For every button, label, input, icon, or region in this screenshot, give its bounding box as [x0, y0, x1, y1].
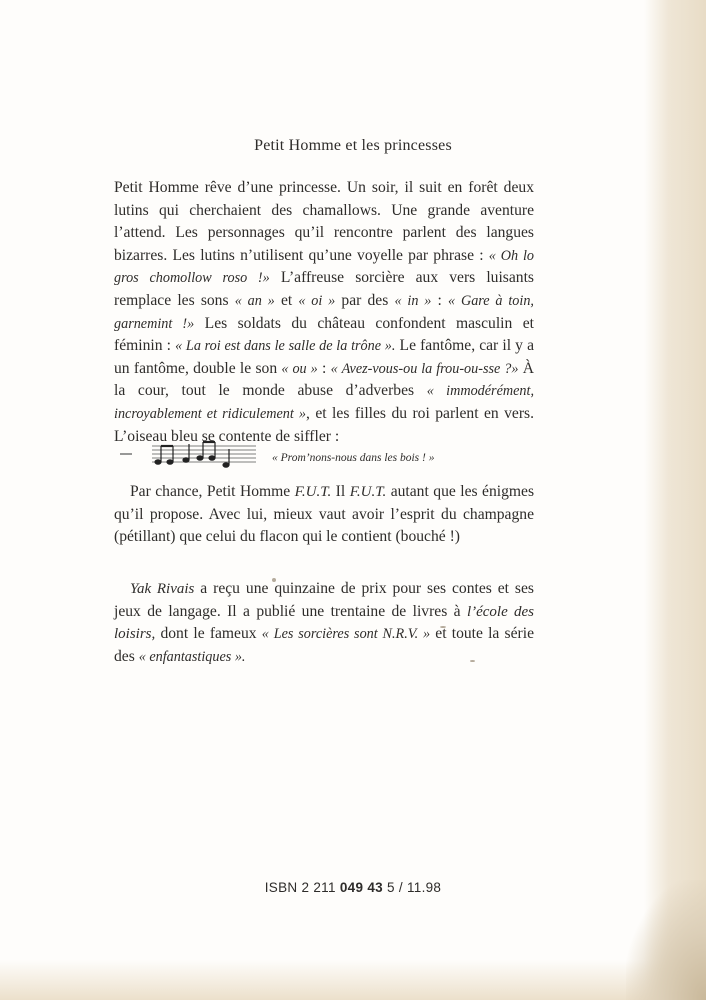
isbn-bold: 049 43 [339, 880, 383, 895]
text: L’affreuse sorcière aux vers luisants remplace les sons [114, 269, 534, 309]
quote: « Avez-vous-ou la frou-ou-sse ?» [330, 360, 519, 377]
page-bottom-shadow [0, 960, 706, 1000]
author-name: Yak Rivais [130, 581, 195, 597]
series-title: « enfantastiques ». [138, 648, 246, 665]
author-bio [114, 578, 534, 668]
corner-stain [626, 880, 706, 1000]
text: dont le fameux [155, 625, 262, 643]
text: À la cour, tout le monde abuse d’adverbes [114, 359, 534, 400]
publisher-name: l’école des loisirs, [114, 603, 534, 643]
text: : [431, 291, 449, 309]
text: par des [335, 291, 395, 309]
isbn-line [0, 880, 706, 895]
text: Petit Homme rêve d’une princesse. Un soir, il suit en forêt deux lutins qui cherchaient des chamallows. Une grande aventure l’attend. Les personnages qu’il rencontre parlent des langues bizarres. Les lutins n’utilisent qu’une voyelle par phrase : [114, 179, 534, 264]
quote: « Oh lo gros chomollow roso !» [114, 247, 535, 287]
music-caption: « Prom’nons-nous dans les bois ! » [272, 452, 435, 464]
quote: « in » [394, 292, 432, 309]
page-title: Petit Homme et les princesses [254, 137, 452, 154]
quote: « an » [234, 292, 275, 309]
text: Les soldats du château confondent masculin et féminin : [114, 314, 534, 355]
text: et [274, 291, 299, 309]
text: : [317, 359, 331, 377]
isbn-prefix: ISBN 2 211 [264, 880, 340, 895]
isbn-suffix: 5 / 11.98 [382, 880, 442, 895]
acronym: F.U.T. [349, 484, 387, 500]
summary-paragraph [114, 177, 534, 448]
text: Il [331, 483, 350, 500]
text: autant que les énigmes qu’il propose. Avec lui, mieux vaut avoir l’esprit du champagne (pétillant) que celui du flacon qui le contient (bouché !) [114, 483, 535, 546]
text: et toute la série des [114, 625, 534, 665]
book-title: « Les sorcières sont N.R.V. » [261, 626, 431, 643]
quote: « oi » [298, 292, 336, 309]
music-staff-icon [114, 440, 274, 468]
text: , et les filles du roi parlent en vers. L’oiseau bleu se contente de siffler : [114, 404, 534, 445]
quote: « ou » [281, 360, 318, 377]
summary-paragraph-2 [114, 481, 534, 549]
quote: « Gare à toin, garnemint !» [114, 292, 534, 332]
acronym: F.U.T. [294, 484, 332, 500]
quote: « immodérément, incroyablement et ridiculement » [114, 383, 534, 422]
text: a reçu une quinzaine de prix pour ses contes et ses jeux de langage. Il a publié une trentaine de livres à [114, 580, 534, 620]
quote: « La roi est dans le salle de la trône ». [175, 338, 396, 355]
text: Le fantôme, car il y a un fantôme, double le son [114, 337, 534, 377]
text: Par chance, Petit Homme [130, 483, 295, 500]
